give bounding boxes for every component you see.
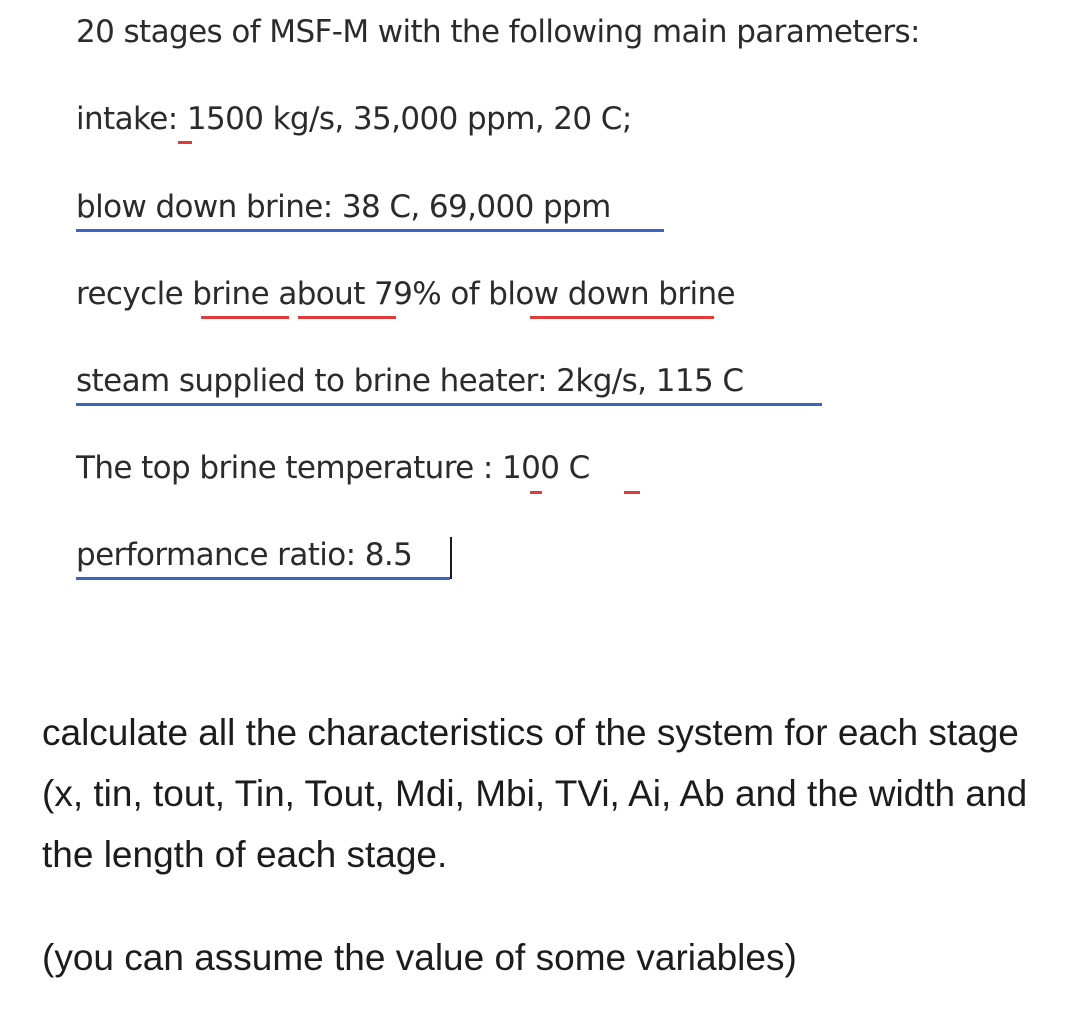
top-brine-temperature-line: The top brine temperature : 100 C [76, 450, 590, 486]
steam-supply-line: steam supplied to brine heater: 2kg/s, 115 C [76, 363, 744, 399]
blow-down-brine-line: blow down brine: 38 C, 69,000 ppm [76, 189, 611, 225]
text-cursor [450, 537, 452, 579]
grammar-underline[interactable] [76, 403, 822, 406]
assumption-note: (you can assume the value of some variables) [42, 937, 797, 978]
spelling-underline[interactable] [298, 316, 396, 319]
recycle-brine-line: recycle brine about 79% of blow down brine [76, 276, 736, 312]
spelling-underline[interactable] [201, 316, 289, 319]
spelling-underline[interactable] [624, 491, 640, 494]
question-text: calculate all the characteristics of the system for each stage (x, tin, tout, Tin, Tout, Mdi, Mbi, TVi, Ai, Ab and the width and the length of each stage. [42, 712, 1028, 875]
parameters-heading: 20 stages of MSF-M with the following main parameters: [76, 14, 920, 50]
spelling-underline[interactable] [530, 491, 542, 494]
spelling-underline[interactable] [530, 316, 714, 319]
grammar-underline[interactable] [76, 229, 664, 232]
grammar-underline[interactable] [76, 577, 450, 580]
spelling-underline[interactable] [178, 141, 192, 144]
performance-ratio-line: performance ratio: 8.5 [76, 537, 413, 573]
intake-line: intake: 1500 kg/s, 35,000 ppm, 20 C; [76, 101, 632, 137]
